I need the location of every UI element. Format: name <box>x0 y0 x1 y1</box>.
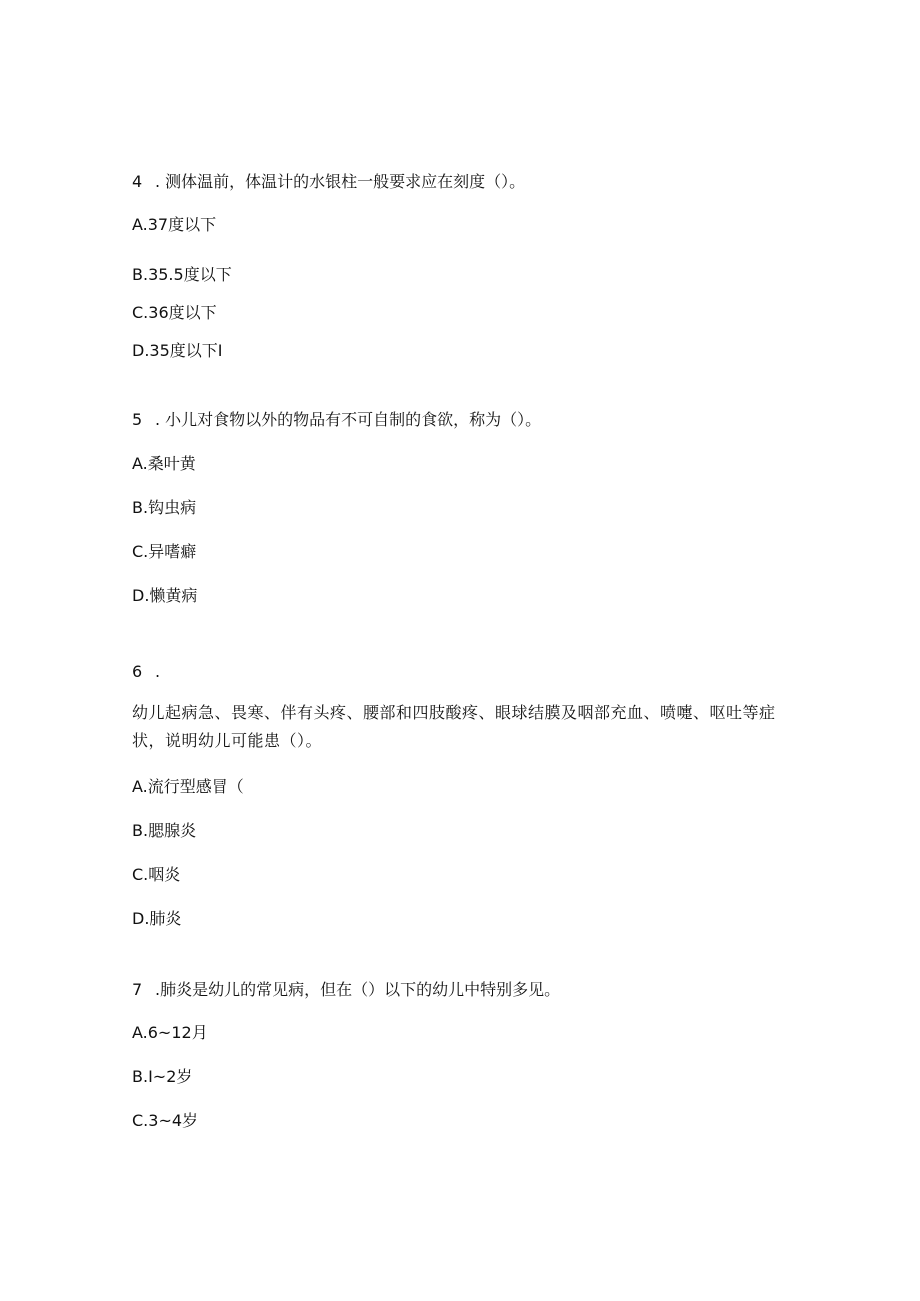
option-d: D.35度以下I <box>132 341 223 360</box>
option-a: A.37度以下 <box>132 215 217 234</box>
question-stem: . <box>155 662 161 681</box>
option-d: D.肺炎 <box>132 909 182 928</box>
option-c: C.36度以下 <box>132 303 217 322</box>
question-stem: . 测体温前，体温计的水银柱一般要求应在刻度（）。 <box>155 172 526 191</box>
option-b: B.钩虫病 <box>132 498 197 517</box>
question-stem: . 小儿对食物以外的物品有不可自制的食欲，称为（）。 <box>155 410 542 429</box>
option-b: B.I~2岁 <box>132 1067 193 1086</box>
option-b: B.35.5度以下 <box>132 265 232 284</box>
option-a: A.6~12月 <box>132 1023 208 1042</box>
option-a: A.桑叶黄 <box>132 454 196 473</box>
option-b: B.腮腺炎 <box>132 821 197 840</box>
option-c: C.3~4岁 <box>132 1111 199 1130</box>
option-d: D.懒黄病 <box>132 586 198 605</box>
question-number: 5 <box>132 410 143 429</box>
option-c: C.咽炎 <box>132 865 181 884</box>
question-number: 6 <box>132 662 143 681</box>
question-body: 幼儿起病急、畏寒、伴有头疼、腰部和四肢酸疼、眼球结膜及咽部充血、喷嚏、呕吐等症状，说明幼儿可能患（）。 <box>132 703 776 750</box>
option-a: A.流行型感冒（ <box>132 777 244 796</box>
question-number: 4 <box>132 172 143 191</box>
question-number: 7 <box>132 980 143 999</box>
question-stem: .肺炎是幼儿的常见病，但在（）以下的幼儿中特别多见。 <box>155 980 561 999</box>
option-c: C.异嗜癖 <box>132 542 197 561</box>
